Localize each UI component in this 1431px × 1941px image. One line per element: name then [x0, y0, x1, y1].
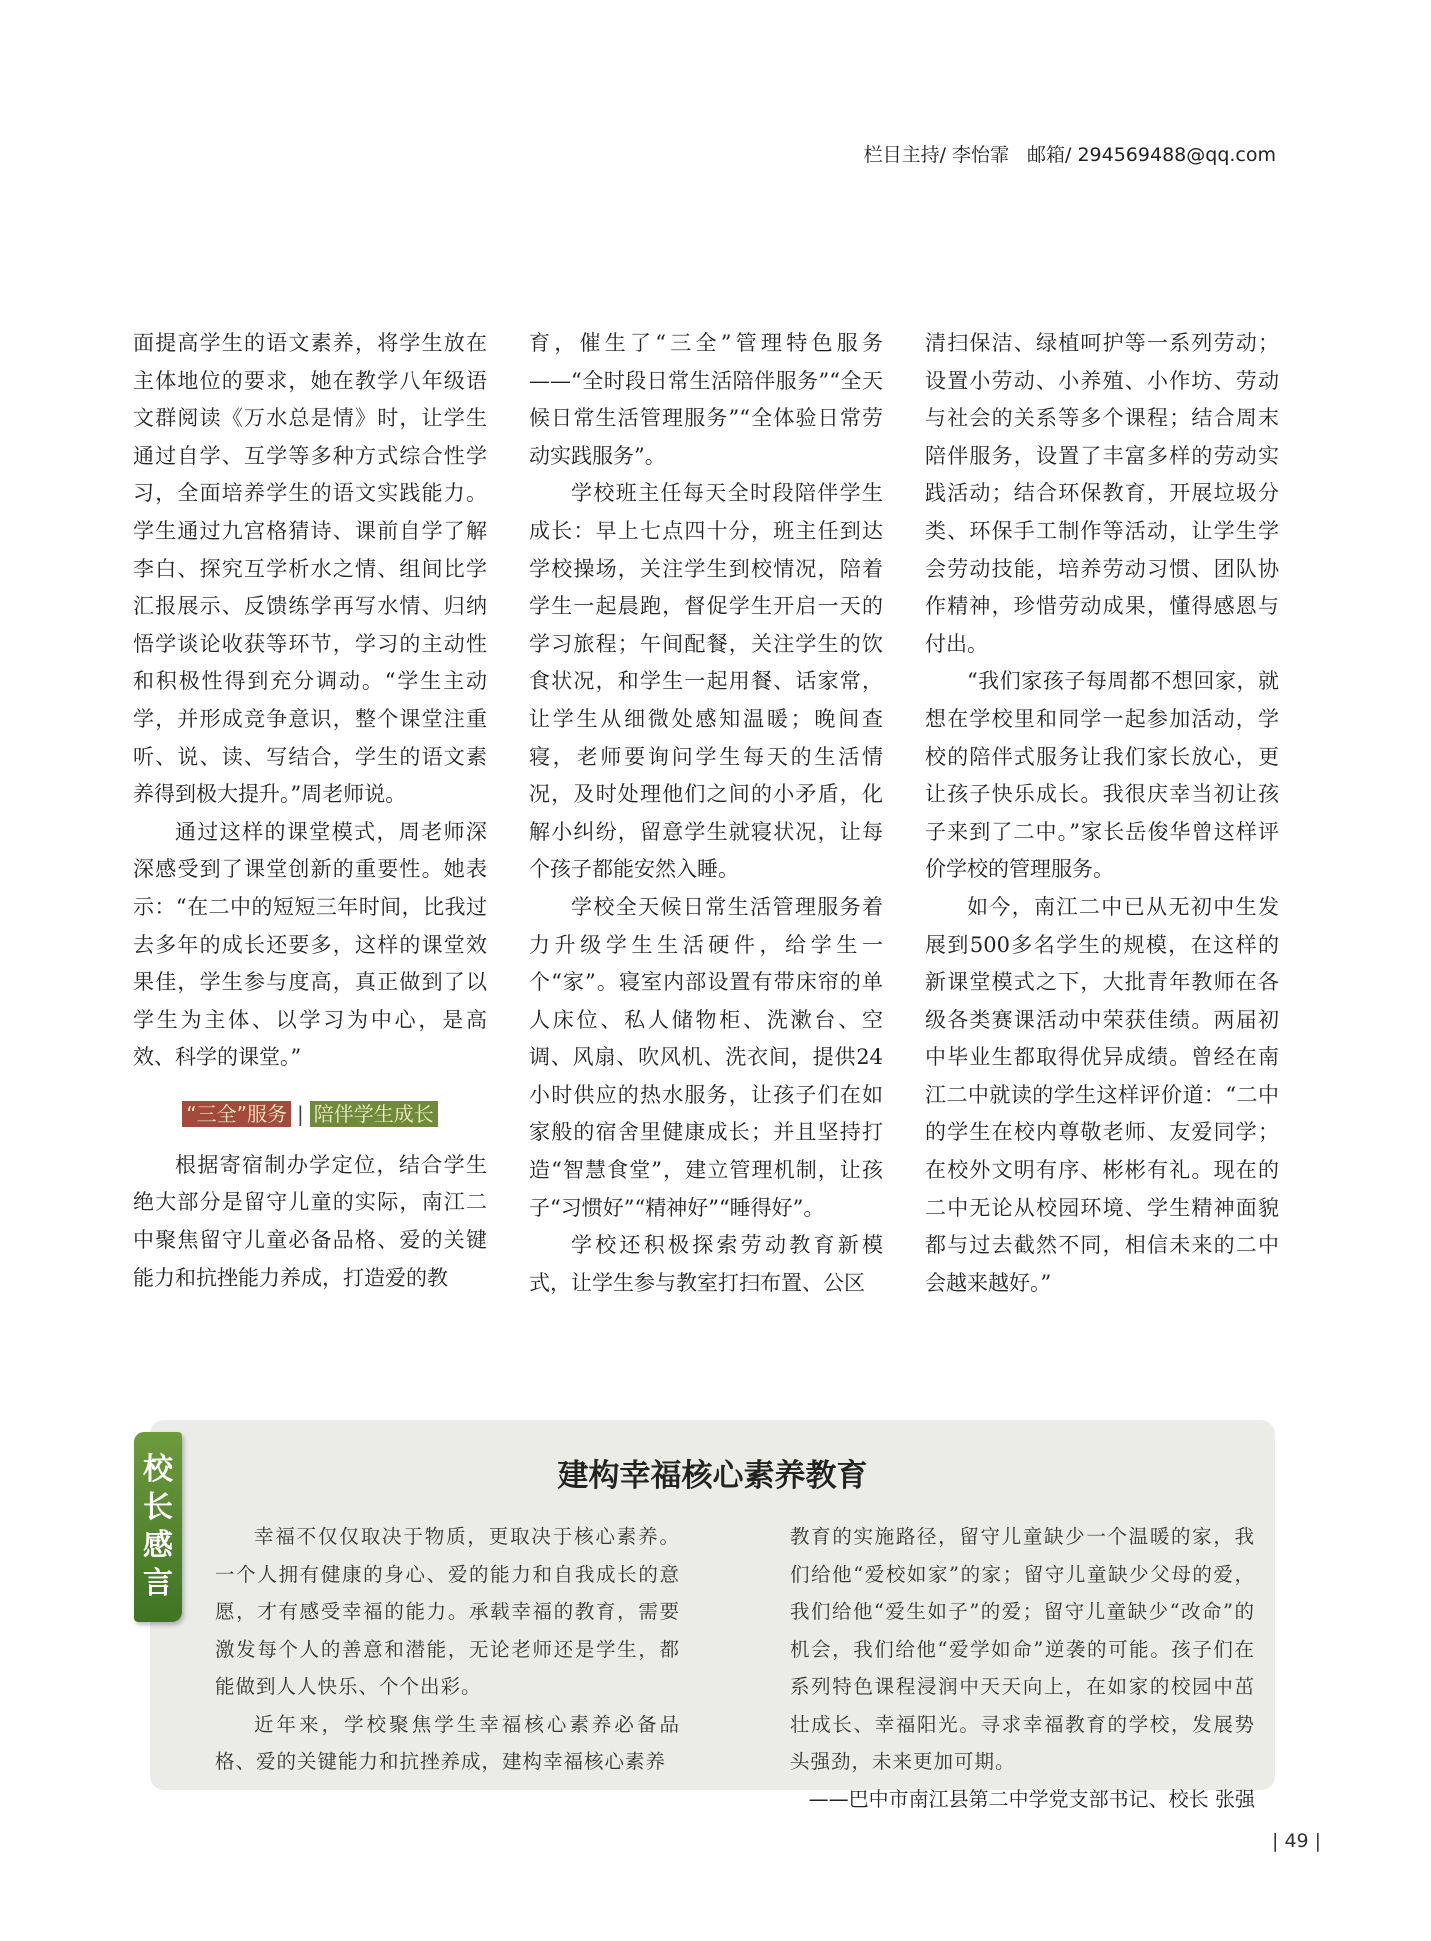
paragraph: 学校班主任每天全时段陪伴学生成长：早上七点四十分，班主任到达学校操场，关注学生到校情况，陪着学生一起晨跑，督促学生开启一天的学习旅程；午间配餐，关注学生的饮食状况，和学生一起用餐、话家常，让学生从细微处感知温暖；晚间查寝，老师要询问学生每天的生活情况，及时处理他们之间的小矛盾，化解小纠纷，留意学生就寝状况，让每个孩子都能安然入睡。: [529, 481, 883, 882]
paragraph: 清扫保洁、绿植呵护等一系列劳动；设置小劳动、小养殖、小作坊、劳动与社会的关系等多个课程；结合周末陪伴服务，设置了丰富多样的劳动实践活动；结合环保教育，开展垃圾分类、环保手工制作等活动，让学生学会劳动技能，培养劳动习惯、团队协作精神，珍惜劳动成果，懂得感恩与付出。: [925, 331, 1279, 656]
section-subheading: [133, 1099, 487, 1129]
paragraph: 学校全天候日常生活管理服务着力升级学生生活硬件，给学生一个“家”。寝室内部设置有带床帘的单人床位、私人储物柜、洗漱台、空调、风扇、吹风机、洗衣间，提供24小时供应的热水服务，让孩子们在如家般的宿舍里健康成长；并且坚持打造“智慧食堂”，建立管理机制，让孩子“习惯好”“精神好”“睡得好”。: [529, 894, 883, 1220]
tag-char: 感: [143, 1528, 173, 1563]
article-body: [133, 325, 1279, 1305]
paragraph: 教育的实施路径，留守儿童缺少一个温暖的家，我们给他“爱校如家”的家；留守儿童缺少父母的爱，我们给他“爱生如子”的爱；留守儿童缺少“改命”的机会，我们给他“爱学如命”逆袭的可能。孩子们在系列特色课程浸润中天天向上，在如家的校园中茁壮成长、幸福阳光。寻求幸福教育的学校，发展势头强劲，未来更加可期。: [790, 1525, 1255, 1773]
box-body: [215, 1518, 1255, 1818]
box-column-right: [790, 1518, 1255, 1818]
box-column-left: [215, 1518, 680, 1818]
paragraph: 学校还积极探索劳动教育新模式，让学生参与教室打扫布置、公区: [529, 1233, 883, 1295]
paragraph: 育，催生了“三全”管理特色服务——“全时段日常生活陪伴服务”“全天候日常生活管理服务”“全体验日常劳动实践服务”。: [529, 331, 883, 468]
paragraph: 近年来，学校聚焦学生幸福核心素养必备品格、爱的关键能力和抗挫养成，建构幸福核心素养: [215, 1712, 680, 1773]
column-1: [133, 325, 487, 1305]
signature: ——巴中市南江县第二中学党支部书记、校长 张强: [808, 1786, 1255, 1811]
column-3: [925, 325, 1279, 1305]
paragraph: 面提高学生的语文素养，将学生放在主体地位的要求，她在教学八年级语文群阅读《万水总是情》时，让学生通过自学、互学等多种方式综合性学习，全面培养学生的语文实践能力。学生通过九宫格猜诗、课前自学了解李白、探究互学析水之情、组间比学汇报展示、反馈练学再写水情、归纳悟学谈论收获等环节，学习的主动性和积极性得到充分调动。“学生主动学，并形成竞争意识，整个课堂注重听、说、读、写结合，学生的语文素养得到极大提升。”周老师说。: [133, 331, 487, 807]
host-label: 栏目主持/ 李怡霏: [863, 144, 1010, 166]
subheading-tag-sanquan: “三全”服务: [182, 1101, 291, 1127]
column-2: [529, 325, 883, 1305]
email-label: 邮箱/ 294569488@qq.com: [1027, 144, 1276, 166]
paragraph: 通过这样的课堂模式，周老师深深感受到了课堂创新的重要性。她表示：“在二中的短短三年时间，比我过去多年的成长还要多，这样的课堂效果佳，学生参与度高，真正做到了以学生为主体、以学习为中心，是高效、科学的课堂。”: [133, 819, 487, 1070]
tag-char: 校: [143, 1452, 173, 1487]
page-number: | 49 |: [1272, 1830, 1322, 1852]
paragraph: 根据寄宿制办学定位，结合学生绝大部分是留守儿童的实际，南江二中聚焦留守儿童必备品格、爱的关键能力和抗挫能力养成，打造爱的教: [133, 1152, 487, 1290]
subheading-separator: |: [296, 1101, 304, 1126]
paragraph: “我们家孩子每周都不想回家，就想在学校里和同学一起参加活动，学校的陪伴式服务让我们家长放心，更让孩子快乐成长。我很庆幸当初让孩子来到了二中。”家长岳俊华曾这样评价学校的管理服务。: [925, 669, 1279, 882]
paragraph: 幸福不仅仅取决于物质，更取决于核心素养。一个人拥有健康的身心、爱的能力和自我成长的意愿，才有感受幸福的能力。承载幸福的教育，需要激发每个人的善意和潜能，无论老师还是学生，都能做到人人快乐、个个出彩。: [215, 1525, 680, 1698]
subheading-tag-companion: 陪伴学生成长: [310, 1101, 438, 1127]
paragraph: 如今，南江二中已从无初中生发展到500多名学生的规模，在这样的新课堂模式之下，大批青年教师在各级各类赛课活动中荣获佳绩。两届初中毕业生都取得优异成绩。曾经在南江二中就读的学生这样评价道：“二中的学生在校内尊敬老师、友爱同学；在校外文明有序、彬彬有礼。现在的二中无论从校园环境、学生精神面貌都与过去截然不同，相信未来的二中会越来越好。”: [925, 894, 1279, 1295]
column-host-header: [864, 140, 1276, 167]
tag-char: 言: [143, 1566, 173, 1601]
tag-char: 长: [143, 1490, 173, 1525]
box-title: 建构幸福核心素养教育: [557, 1458, 868, 1494]
